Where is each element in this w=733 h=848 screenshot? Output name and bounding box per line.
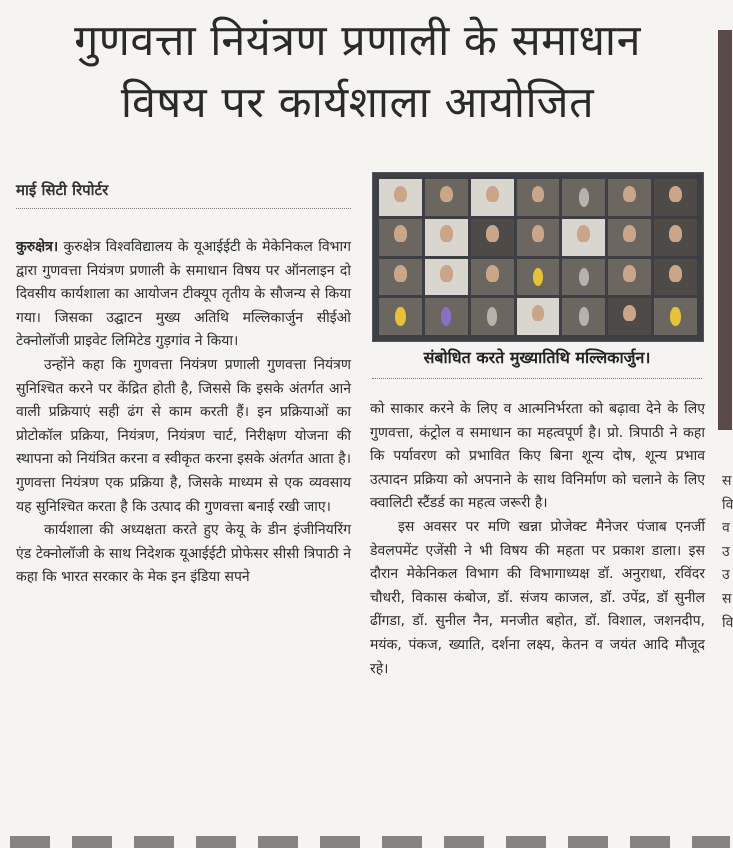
paragraph-3: कार्यशाला की अध्यक्षता करते हुए केयू के डीन इंजीनियरिंग एंड टेक्नोलॉजी के साथ निदेशक यूआईईटी प्रोफेसर सीसी त्रिपाठी ने कहा कि भारत सरकार के मेक इन इंडिया सपने (16, 522, 351, 586)
participant-tile (425, 179, 468, 216)
participant-tile (562, 298, 605, 335)
participant-tile (471, 219, 514, 256)
dateline: कुरुक्षेत्र। (16, 239, 59, 255)
participant-tile (379, 219, 422, 256)
participant-tile (608, 259, 651, 296)
participant-tile (517, 298, 560, 335)
participant-tile (379, 179, 422, 216)
photo-caption: संबोधित करते मुख्यातिथि मल्लिकार्जुन। (372, 346, 702, 379)
adjacent-photo-edge (718, 30, 732, 430)
participant-tile (517, 259, 560, 296)
next-headline-edge (10, 836, 730, 848)
participant-tile (425, 219, 468, 256)
participant-tile (608, 219, 651, 256)
participant-tile (608, 179, 651, 216)
participant-tile (654, 179, 697, 216)
participant-tile (654, 259, 697, 296)
participant-tile (379, 298, 422, 335)
participant-tile (471, 259, 514, 296)
participant-tile (425, 298, 468, 335)
adjacent-article-fragment: स वि व उ उ स वि (722, 473, 733, 631)
participant-tile (517, 179, 560, 216)
participant-tile (379, 259, 422, 296)
paragraph-5: इस अवसर पर मणि खन्ना प्रोजेक्ट मैनेजर पंजाब एनर्जी डेवलपमेंट एजेंसी ने भी विषय की महता पर प्रकाश डाला। इस दौरान मेकेनिकल विभाग की विभागाध्यक्ष डॉ. अनुराधा, रविंदर चौधरी, विकास कंबोज, डॉ. संजय काजल, डॉ. उपेंद्र, डॉ सुनील ढींगडा, डॉ. सुनील नैन, मनजीत बहोत, डॉ. विशाल, जशनदीप, मयंक, पंकज, ख्याति, दर्शना लक्ष्य, केतन व जयंत आदि मौजूद रहे। (370, 518, 705, 677)
participant-tile (471, 179, 514, 216)
participant-grid (379, 179, 697, 335)
participant-tile (562, 219, 605, 256)
headline-line-2: विषय पर कार्यशाला आयोजित (120, 78, 595, 128)
video-conference-photo (372, 172, 704, 342)
paragraph-2: उन्होंने कहा कि गुणवत्ता नियंत्रण प्रणाली गुणवत्ता नियंत्रण सुनिश्चित करने पर केंद्रित होती है, जिससे कि इसके अंतर्गत आने वाली प्रक्रियाएं सही ढंग से काम करती हैं। इन प्रक्रियाओं का प्रोटोकॉल प्रक्रिया, नियंत्रण, नियंत्रण चार्ट, निरीक्षण योजना की स्थापना को नियंत्रित करना व स्वीकृत करना इसके अंतर्गत आता है। गुणवत्ता नियंत्रण एक प्रक्रिया है, जिसके माध्यम से एक व्यवसाय यह सुनिश्चित करता है कि उत्पाद की गुणवत्ता बनाई रखी जाए। (16, 356, 351, 515)
participant-tile (471, 298, 514, 335)
article-column-2 (370, 398, 705, 681)
byline: माई सिटी रिपोर्टर (16, 180, 351, 209)
participant-tile (654, 219, 697, 256)
participant-tile (562, 259, 605, 296)
participant-tile (517, 219, 560, 256)
paragraph-4: को साकार करने के लिए व आत्मनिर्भरता को बढ़ावा देने के लिए गुणवत्ता, कंट्रोल व समाधान का महत्वपूर्ण है। प्रो. त्रिपाठी ने कहा कि पर्यावरण को प्रभावित किए बिना शून्य दोष, शून्य प्रभाव उत्पादन प्रक्रिया को अपनाने के साथ विनिर्माण को चलाने के लिए क्वालिटी स्टैंडर्ड का महत्व जरूरी है। (370, 401, 705, 512)
paragraph-1: कुरुक्षेत्र। कुरुक्षेत्र विश्वविद्यालय के यूआईईटी के मेकेनिकल विभाग द्वारा गुणवत्ता नियंत्रण प्रणाली के समाधान विषय पर ऑनलाइन दो दिवसीय कार्यशाला का आयोजन टीक्यूप तृतीय के सौजन्य से किया गया। जिसका उद्घाटन मुख्य अतिथि मल्लिकार्जुन सीईओ टेक्नोलॉजी प्राइवेट लिमिटेड गुड़गांव ने किया। (16, 239, 351, 350)
article-column-1 (16, 236, 351, 590)
participant-tile (562, 179, 605, 216)
participant-tile (608, 298, 651, 335)
headline-line-1: गुणवत्ता नियंत्रण प्रणाली के समाधान (74, 16, 641, 66)
participant-tile (425, 259, 468, 296)
participant-tile (654, 298, 697, 335)
headline (0, 10, 715, 134)
